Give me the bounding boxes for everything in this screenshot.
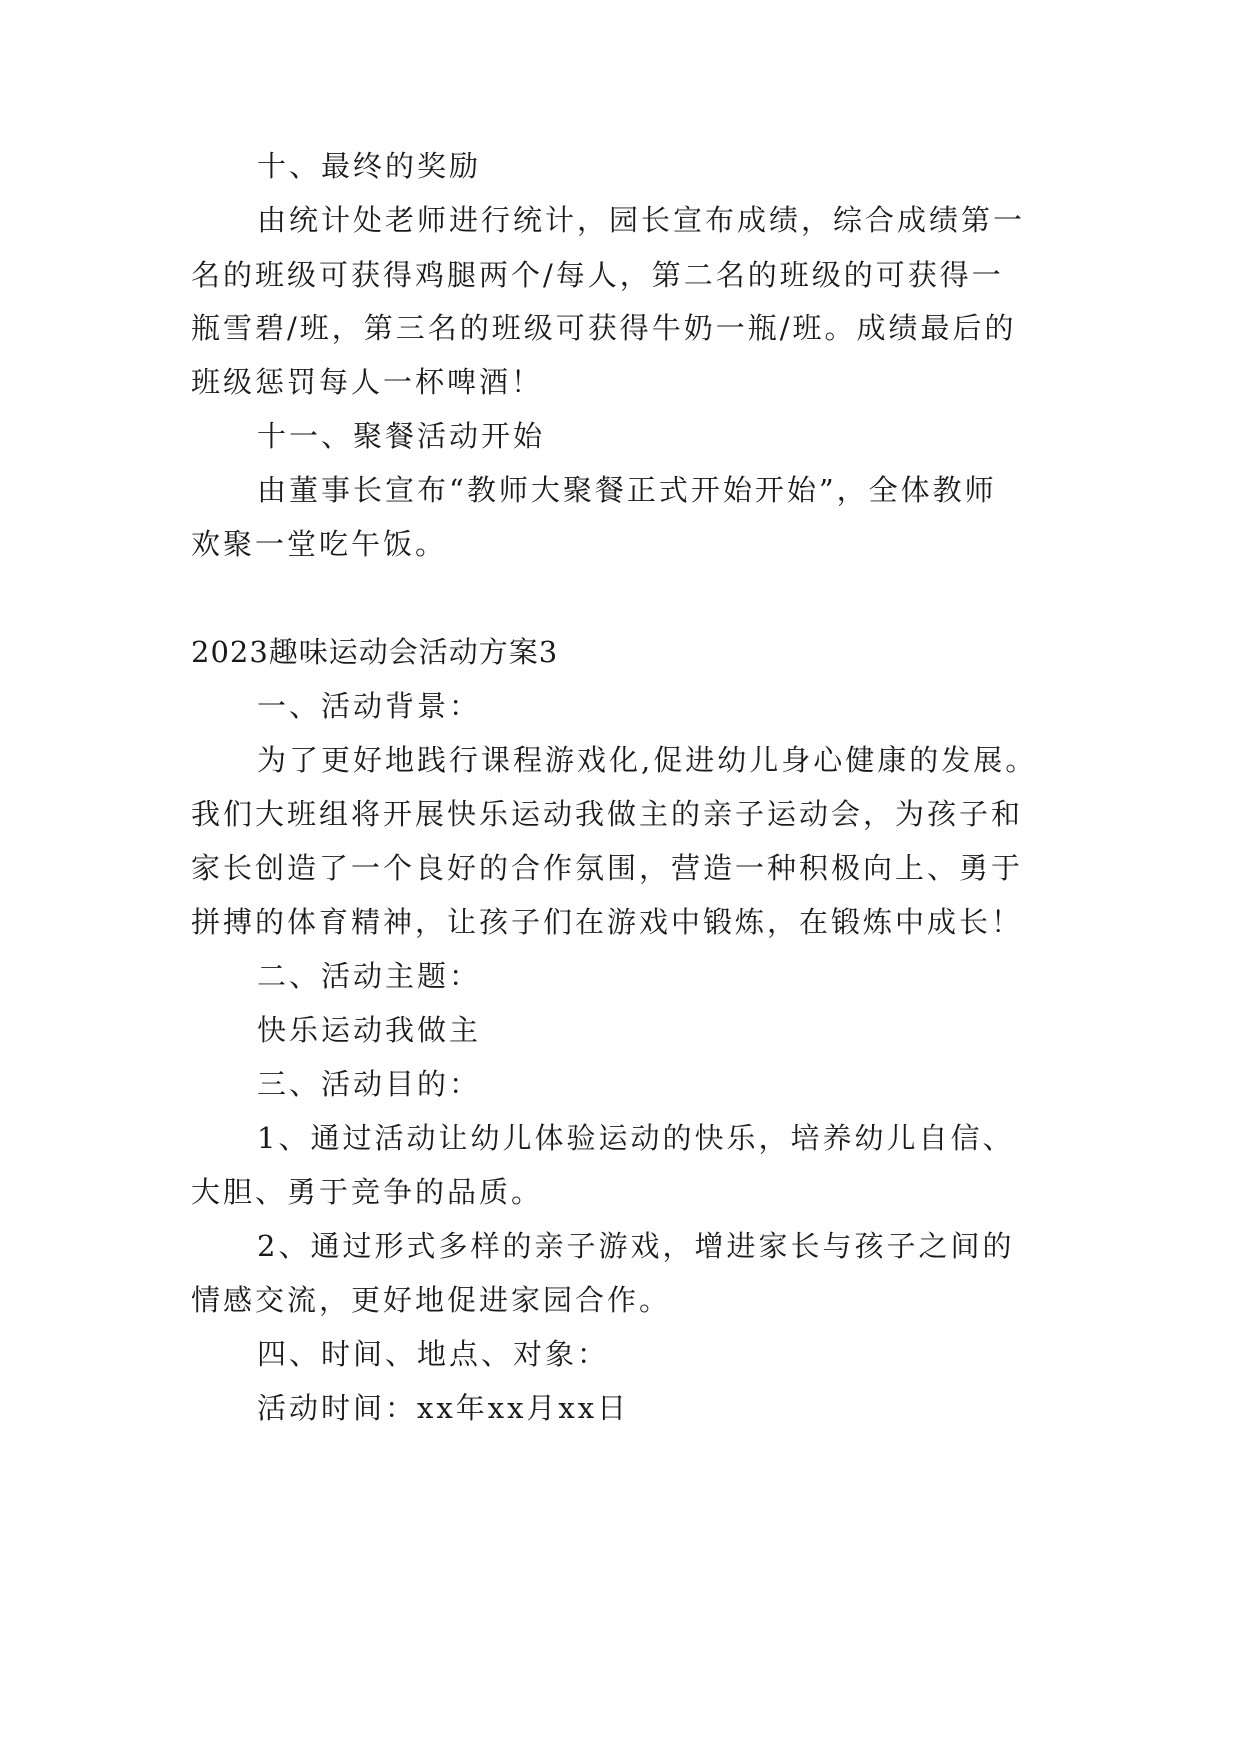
section-title: 2023趣味运动会活动方案3 <box>191 635 559 669</box>
paragraph-line: 欢聚一堂吃午饭。 <box>191 527 448 561</box>
paragraph-line: 快乐运动我做主 <box>257 1013 482 1047</box>
paragraph-line: 家长创造了一个良好的合作氛围，营造一种积极向上、勇于 <box>191 851 1024 885</box>
paragraph-line: 班级惩罚每人一杯啤酒！ <box>191 365 544 399</box>
paragraph-line: 拼搏的体育精神，让孩子们在游戏中锻炼，在锻炼中成长！ <box>191 905 1024 939</box>
paragraph-line: 活动时间：xx年xx月xx日 <box>257 1391 630 1425</box>
paragraph-line: 我们大班组将开展快乐运动我做主的亲子运动会，为孩子和 <box>191 797 1024 831</box>
paragraph-line: 名的班级可获得鸡腿两个/每人，第二名的班级的可获得一 <box>191 258 1004 292</box>
paragraph-line: 为了更好地践行课程游戏化,促进幼儿身心健康的发展。 <box>257 743 1038 777</box>
paragraph-line: 由统计处老师进行统计，园长宣布成绩，综合成绩第一 <box>257 203 1026 237</box>
paragraph-line: 2、通过形式多样的亲子游戏，增进家长与孩子之间的 <box>257 1229 1015 1263</box>
heading-purpose: 三、活动目的： <box>257 1067 482 1101</box>
heading-dinner-start: 十一、聚餐活动开始 <box>257 419 546 453</box>
heading-final-reward: 十、最终的奖励 <box>257 149 482 183</box>
paragraph-line: 大胆、勇于竞争的品质。 <box>191 1175 544 1209</box>
heading-theme: 二、活动主题： <box>257 959 482 993</box>
paragraph-line: 瓶雪碧/班，第三名的班级可获得牛奶一瓶/班。成绩最后的 <box>191 311 1017 345</box>
paragraph-line: 由董事长宣布“教师大聚餐正式开始开始”，全体教师 <box>257 473 997 507</box>
paragraph-line: 1、通过活动让幼儿体验运动的快乐，培养幼儿自信、 <box>257 1121 1015 1155</box>
paragraph-line: 情感交流，更好地促进家园合作。 <box>191 1283 672 1317</box>
heading-time-place: 四、时间、地点、对象： <box>257 1337 610 1371</box>
heading-background: 一、活动背景： <box>257 689 482 723</box>
